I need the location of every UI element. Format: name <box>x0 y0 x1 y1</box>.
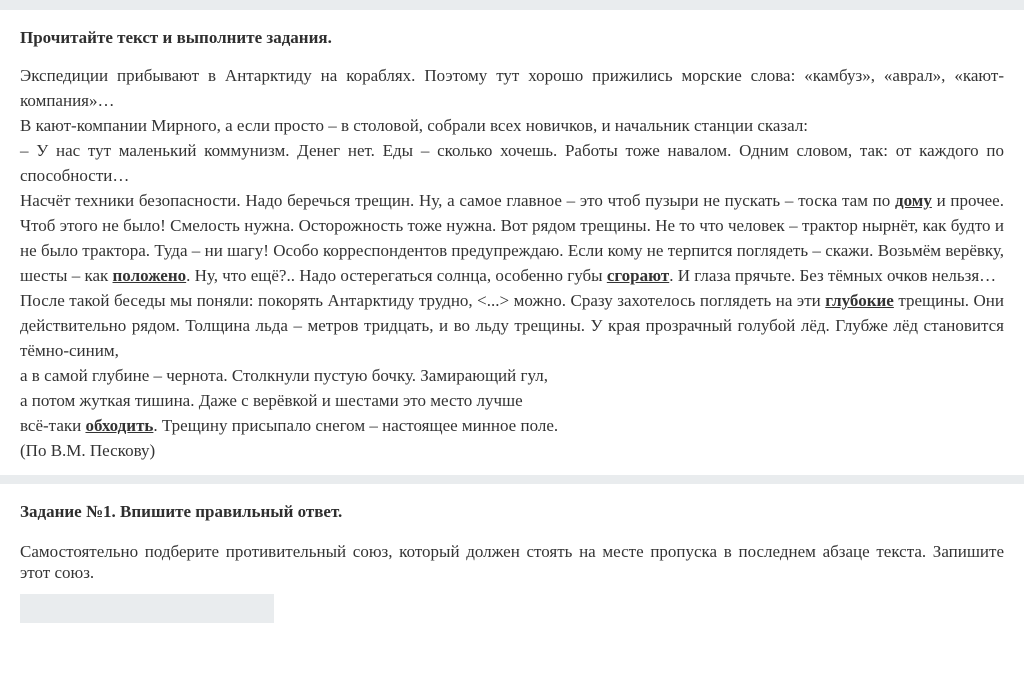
paragraph-4-part-a: Насчёт техники безопасности. Надо беречься трещин. Ну, а самое главное – это чтоб пузыри не пускать – тоска там по <box>20 191 896 210</box>
paragraph-5-part-a: После такой беседы мы поняли: покорять Антарктиду трудно, <...> можно. Сразу захотелось поглядеть на эти <box>20 291 826 310</box>
keyword-sgorayut: сгорают <box>606 266 670 285</box>
task-instructions: Самостоятельно подберите противительный союз, который должен стоять на месте пропуска в последнем абзаце текста. Запишите этот союз. <box>20 542 1004 582</box>
paragraph-7: а потом жуткая тишина. Даже с верёвкой и шестами это место лучше <box>20 391 523 410</box>
paragraph-4-part-c: . Ну, что ещё?.. Надо остерегаться солнца, особенно губы <box>186 266 607 285</box>
paragraph-6: а в самой глубине – чернота. Столкнули пустую бочку. Замирающий гул, <box>20 366 548 385</box>
paragraph-3: – У нас тут маленький коммунизм. Денег нет. Еды – сколько хочешь. Работы тоже навалом. Одним словом, так: от каждого по способности… <box>20 141 1004 185</box>
keyword-obkhodit: обходить <box>85 416 154 435</box>
paragraph-4-part-b: и прочее. Чтоб этого не было! Смелость нужна. Осторожность тоже нужна. Вот рядом трещины. Не то что человек – трактор нырнёт, как будто и не было трактора. Туда – ни шагу! Особо корреспондентов предупреждаю. Если кому не терпится поглядеть – скажи. Возьмём верёвку, шесты – как <box>20 191 1004 285</box>
paragraph-5-part-b: трещины. Они действительно рядом. Толщина льда – метров тридцать, и во льду трещины. У края прозрачный голубой лёд. Глубже лёд становится тёмно-синим, <box>20 291 1004 360</box>
section-divider <box>0 475 1024 484</box>
paragraph-8 <box>20 413 1004 438</box>
keyword-domu: дому <box>895 191 932 210</box>
keyword-glubokie: глубокие <box>825 291 894 310</box>
reading-text <box>20 63 1004 463</box>
paragraph-2: В кают-компании Мирного, а если просто – в столовой, собрали всех новичков, и начальник станции сказал: <box>20 116 809 135</box>
reading-heading: Прочитайте текст и выполните задания. <box>20 28 332 47</box>
reading-section <box>0 28 1024 463</box>
paragraph-4-part-d: . И глаза прячьте. Без тёмных очков нельзя… <box>669 266 997 285</box>
task-heading: Задание №1. Впишите правильный ответ. <box>20 502 343 521</box>
paragraph-8-part-b: . Трещину присыпало снегом – настоящее минное поле. <box>153 416 559 435</box>
paragraph-8-part-a: всё-таки <box>20 416 86 435</box>
answer-input[interactable] <box>20 594 274 623</box>
source-attribution: (По В.М. Пескову) <box>20 441 156 460</box>
paragraph-5 <box>20 288 1004 363</box>
keyword-polozheno: положено <box>112 266 187 285</box>
paragraph-1: Экспедиции прибывают в Антарктиду на кораблях. Поэтому тут хорошо прижились морские слова: «камбуз», «аврал», «кают-компания»… <box>20 66 1004 110</box>
top-divider <box>0 0 1024 10</box>
paragraph-4 <box>20 188 1004 288</box>
task-section <box>0 502 1024 623</box>
